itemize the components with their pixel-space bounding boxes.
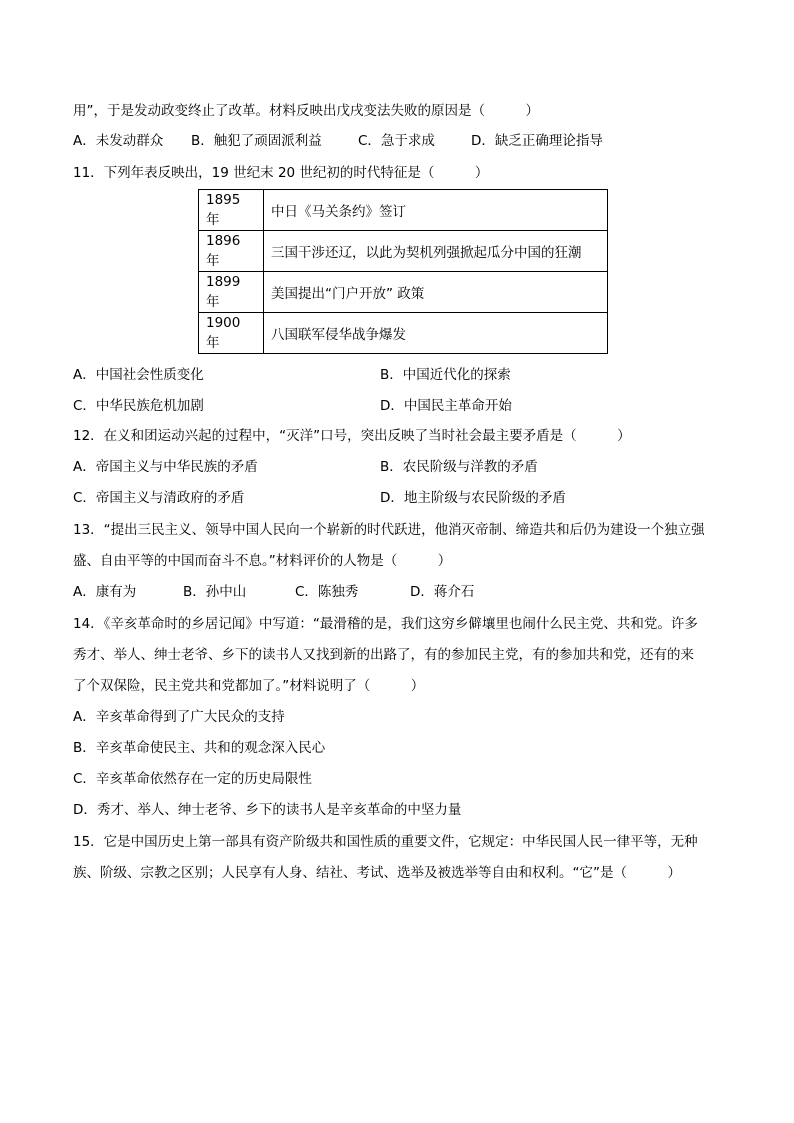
q13-option-a[interactable]: A．康有为: [73, 584, 137, 600]
q10-option-d[interactable]: D．缺乏正确理论指导: [471, 133, 603, 149]
q12-option-c[interactable]: C．帝国主义与清政府的矛盾: [73, 490, 245, 506]
table-year: 1899 年: [199, 272, 264, 313]
table-event: 三国干涉还辽，以此为契机列强掀起瓜分中国的狂潮: [264, 231, 608, 272]
q12-stem: 12．在义和团运动兴起的过程中，“灭洋”口号，突出反映了当时社会最主要矛盾是（ ）: [73, 428, 631, 444]
q11-option-d[interactable]: D．中国民主革命开始: [380, 398, 512, 414]
q13-stem-line2: 盛、自由平等的中国而奋斗不息。”材料评价的人物是（ ）: [73, 553, 452, 569]
q10-option-b[interactable]: B．触犯了顽固派利益: [191, 133, 322, 149]
q11-year-table: [198, 189, 608, 354]
table-year: 1900 年: [199, 313, 264, 354]
q13-option-d[interactable]: D．蒋介石: [410, 584, 475, 600]
q11-option-b[interactable]: B．中国近代化的探索: [380, 367, 511, 383]
q11-option-a[interactable]: A．中国社会性质变化: [73, 367, 204, 383]
table-row: [199, 272, 608, 313]
q14-option-d[interactable]: D．秀才、举人、绅士老爷、乡下的读书人是辛亥革命的中坚力量: [73, 802, 462, 818]
q15-stem-line1: 15．它是中国历史上第一部具有资产阶级共和国性质的重要文件，它规定：中华民国人民一律平等，无种: [73, 834, 698, 850]
table-event: 八国联军侵华战争爆发: [264, 313, 608, 354]
q10-option-c[interactable]: C．急于求成: [358, 133, 435, 149]
table-event: 中日《马关条约》签订: [264, 190, 608, 231]
q11-option-c[interactable]: C．中华民族危机加剧: [73, 398, 204, 414]
q14-option-a[interactable]: A．辛亥革命得到了广大民众的支持: [73, 709, 285, 725]
q12-option-b[interactable]: B．农民阶级与洋教的矛盾: [380, 459, 538, 475]
q14-stem-line1: 14．《辛亥革命时的乡居记闻》中写道：“最滑稽的是，我们这穷乡僻壤里也闹什么民主党、共和党。许多: [73, 616, 698, 632]
table-row: [199, 231, 608, 272]
q14-option-c[interactable]: C．辛亥革命依然存在一定的历史局限性: [73, 771, 312, 787]
q14-stem-line3: 了个双保险，民主党共和党都加了。”材料说明了（ ）: [73, 678, 425, 694]
q12-option-a[interactable]: A．帝国主义与中华民族的矛盾: [73, 459, 258, 475]
q11-stem: 11．下列年表反映出，19 世纪末 20 世纪初的时代特征是（ ）: [73, 165, 489, 181]
q10-option-a[interactable]: A．未发动群众: [73, 133, 164, 149]
q15-stem-line2: 族、阶级、宗教之区别；人民享有人身、结社、考试、选举及被选举等自由和权利。“它”是（ ）: [73, 865, 681, 881]
q14-stem-line2: 秀才、举人、绅士老爷、乡下的读书人又找到新的出路了，有的参加民主党，有的参加共和党，还有的来: [73, 647, 694, 663]
table-event: 美国提出“门户开放” 政策: [264, 272, 608, 313]
q10-stem: 用”，于是发动政变终止了改革。材料反映出戊戌变法失败的原因是（ ）: [73, 103, 539, 119]
table-row: [199, 313, 608, 354]
table-row: [199, 190, 608, 231]
table-year: 1895 年: [199, 190, 264, 231]
q13-option-c[interactable]: C．陈独秀: [295, 584, 359, 600]
q13-stem-line1: 13．“提出三民主义、领导中国人民向一个崭新的时代跃进，他消灭帝制、缔造共和后仍为建设一个独立强: [73, 522, 705, 538]
q12-option-d[interactable]: D．地主阶级与农民阶级的矛盾: [380, 490, 566, 506]
table-year: 1896 年: [199, 231, 264, 272]
q14-option-b[interactable]: B．辛亥革命使民主、共和的观念深入民心: [73, 740, 326, 756]
q13-option-b[interactable]: B．孙中山: [183, 584, 247, 600]
